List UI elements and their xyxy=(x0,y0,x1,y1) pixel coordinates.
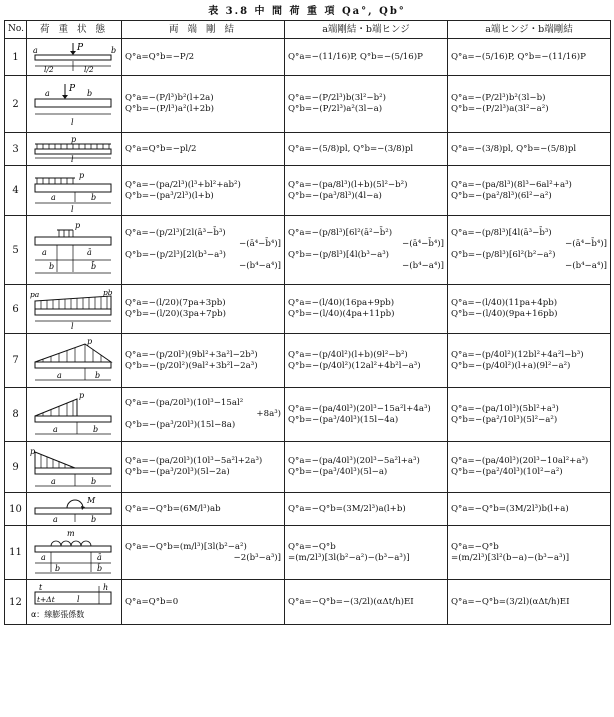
formula-line: Q°a=−Q°b=(6M/l³)ab xyxy=(125,503,221,514)
segment-b-label: b xyxy=(49,262,55,271)
concentrated-load-center-diagram xyxy=(29,41,118,73)
formula-line: Q°a=−(5/8)pl, Q°b=−(3/8)pl xyxy=(288,143,414,154)
formula-line: Q°b=−(p/8l³)[6l²(b²−a²) xyxy=(451,250,556,260)
row-number: 1 xyxy=(5,39,27,76)
table-title: 表 3.8 中 間 荷 重 項 Qa°, Qb° xyxy=(208,6,406,17)
load-diagram xyxy=(27,580,122,625)
formula-line: Q°b=−(pa³/20l³)(5l−2a) xyxy=(125,467,230,477)
triangular-peak-load-diagram xyxy=(29,336,118,385)
segment-a-label: a xyxy=(41,553,46,562)
span-label: l xyxy=(77,595,80,604)
formula-line: Q°b=−(pa²/8l³)(6l²−a²) xyxy=(451,190,552,201)
row-number: 7 xyxy=(5,334,27,388)
formula-cell xyxy=(448,334,611,388)
load-pb-label: pb xyxy=(103,288,113,297)
formula-line: Q°b=−(pa³/40l³)(5l−a) xyxy=(288,467,388,477)
formula-line: Q°a=Q°b=−P/2 xyxy=(125,51,195,62)
formula-line: Q°a=−Q°b=(3M/2l³)b(l+a) xyxy=(451,503,569,514)
formula-line: Q°b=−(l/40)(9pa+16pb) xyxy=(451,309,558,319)
row-number: 11 xyxy=(5,526,27,580)
load-label: P xyxy=(77,43,84,53)
formula-cell xyxy=(285,526,448,580)
formula-line: −(ā⁴−b̄⁴)] xyxy=(402,239,444,249)
formula-cell xyxy=(285,76,448,133)
segment-a-label: a xyxy=(53,515,58,523)
formula-line: −(ā⁴−b̄⁴)] xyxy=(239,239,281,249)
formula-cell xyxy=(122,442,285,493)
formula-line: Q°a=−(pa/40l³)(20l³−5a²l+a³) xyxy=(288,456,420,466)
formula-line: Q°b=−(P/2l³)a(3l²−a²) xyxy=(451,104,549,114)
segment-b-label: b xyxy=(91,477,97,486)
row-number: 10 xyxy=(5,493,27,526)
table-row xyxy=(5,133,611,166)
formula-line: Q°a=−(P/2l³)b²(3l−b) xyxy=(451,93,546,103)
formula-cell xyxy=(285,388,448,442)
load-term-table xyxy=(4,20,611,625)
segment-bbar-label: b̄ xyxy=(91,262,97,271)
formula-cell xyxy=(448,216,611,285)
header-load-state: 荷 重 状 態 xyxy=(27,21,122,39)
formula-line: Q°a=−Q°b xyxy=(451,541,499,552)
formula-line: Q°a=−(pa/8l³)(l+b)(5l²−b²) xyxy=(288,179,408,190)
formula-cell xyxy=(448,39,611,76)
distributed-moment-diagram xyxy=(29,528,118,577)
load-label: P xyxy=(69,84,76,94)
coefficient-note: α：線膨張係数 xyxy=(31,610,85,619)
load-diagram xyxy=(27,76,122,133)
moment-label: M xyxy=(87,496,96,505)
load-diagram xyxy=(27,39,122,76)
row-number: 4 xyxy=(5,166,27,216)
formula-line: Q°b=−(p/2l³)[2l(b³−a³) xyxy=(125,250,226,260)
formula-cell xyxy=(122,39,285,76)
triangular-decreasing-load-diagram xyxy=(29,444,118,490)
formula-line: Q°a=−(pa/20l³)(10l³−15al² xyxy=(125,398,244,408)
load-diagram xyxy=(27,334,122,388)
load-diagram xyxy=(27,442,122,493)
uniform-load-diagram xyxy=(29,135,118,163)
row-number: 8 xyxy=(5,388,27,442)
formula-line: Q°b=−(l/40)(4pa+11pb) xyxy=(288,309,395,319)
load-diagram xyxy=(27,526,122,580)
formula-cell xyxy=(448,76,611,133)
table-row xyxy=(5,76,611,133)
segment-a-label: a xyxy=(45,89,50,98)
formula-line: Q°a=−Q°b xyxy=(288,541,336,552)
formula-cell xyxy=(285,39,448,76)
formula-cell xyxy=(285,493,448,526)
formula-line: Q°b=−(p/8l³)[4l(b³−a³) xyxy=(288,250,389,260)
segment-a-label: a xyxy=(53,425,58,434)
formula-line: Q°a=−(l/40)(16pa+9pb) xyxy=(288,298,395,308)
formula-cell xyxy=(122,493,285,526)
formula-line: Q°b=−(pa³/20l³)(15l−8a) xyxy=(125,420,236,430)
formula-cell xyxy=(122,388,285,442)
concentrated-load-offset-diagram xyxy=(29,78,118,130)
segment-a-label: a xyxy=(51,477,56,486)
formula-cell xyxy=(448,442,611,493)
span-label: l/2 xyxy=(84,65,94,73)
table-row xyxy=(5,526,611,580)
formula-line: Q°b=−(pa²/40l³)(10l²−a²) xyxy=(451,467,563,477)
formula-line: Q°a=−(11/16)P, Q°b=−(5/16)P xyxy=(288,51,423,62)
end-a-label: a xyxy=(33,46,38,55)
span-label: l xyxy=(71,155,74,163)
end-b-label: b xyxy=(111,46,117,55)
formula-line: −(b⁴−a⁴)] xyxy=(402,261,444,271)
formula-line: Q°a=−Q°b=(3M/2l³)a(l+b) xyxy=(288,503,406,514)
formula-line: Q°a=−(5/16)P, Q°b=−(11/16)P xyxy=(451,51,586,62)
load-diagram xyxy=(27,133,122,166)
formula-cell xyxy=(122,334,285,388)
formula-line: Q°a=Q°b=0 xyxy=(125,596,179,607)
load-label: p xyxy=(79,391,85,400)
load-pa-label: pa xyxy=(30,290,40,299)
formula-line: Q°b=−(pa³/40l³)(15l−4a) xyxy=(288,414,399,425)
segment-b-label: b xyxy=(91,515,97,523)
load-label: p xyxy=(75,221,81,230)
formula-cell xyxy=(122,216,285,285)
formula-cell xyxy=(122,580,285,625)
formula-line: Q°b=−(pa³/8l³)(4l−a) xyxy=(288,190,382,201)
load-diagram xyxy=(27,493,122,526)
table-row xyxy=(5,442,611,493)
formula-cell xyxy=(285,334,448,388)
table-row xyxy=(5,39,611,76)
header-a-fixed-b-hinge: a端剛結・b端ヒンジ xyxy=(285,21,448,39)
formula-line: =(m/2l³)[3l(b²−a²)−(b³−a³)] xyxy=(288,552,410,563)
concentrated-moment-diagram xyxy=(29,495,118,523)
formula-line: Q°b=−(l/20)(3pa+7pb) xyxy=(125,309,226,319)
formula-cell xyxy=(122,285,285,334)
header-both-fixed: 両 端 剛 結 xyxy=(122,21,285,39)
formula-line: Q°b=−(pa³/2l³)(l+b) xyxy=(125,190,214,201)
partial-uniform-load-diagram xyxy=(29,168,118,213)
formula-cell xyxy=(122,76,285,133)
formula-line: Q°a=Q°b=−pl/2 xyxy=(125,143,197,154)
segment-a-label: a xyxy=(57,371,62,380)
table-row xyxy=(5,334,611,388)
row-number: 9 xyxy=(5,442,27,493)
formula-cell xyxy=(448,580,611,625)
formula-cell xyxy=(285,580,448,625)
segment-bbar-label: b̄ xyxy=(97,564,103,573)
formula-line: Q°a=−(pa/10l³)(5bl²+a³) xyxy=(451,403,559,414)
formula-line: Q°a=−(pa/2l³)(l³+bl²+ab²) xyxy=(125,179,241,190)
formula-line: Q°b=−(p/20l²)(9al²+3b²l−2a³) xyxy=(125,360,258,371)
formula-line: Q°a=−(p/8l³)[6l²(ā²−b̄²) xyxy=(288,228,393,238)
load-diagram xyxy=(27,285,122,334)
load-label: p xyxy=(79,171,85,180)
row-number: 5 xyxy=(5,216,27,285)
middle-uniform-load-diagram xyxy=(29,218,118,282)
depth-label: h xyxy=(103,583,109,592)
load-label: p xyxy=(71,135,77,144)
formula-line: Q°a=−(pa/40l³)(20l³−10al²+a³) xyxy=(451,456,589,466)
formula-line: Q°b=−(P/2l³)a²(3l−a) xyxy=(288,104,383,114)
header-row xyxy=(5,21,611,39)
formula-line: Q°a=−(p/20l²)(9bl²+3a²l−2b³) xyxy=(125,349,258,360)
table-row xyxy=(5,388,611,442)
formula-line: −(ā⁴−b̄⁴)] xyxy=(565,239,607,249)
row-number: 12 xyxy=(5,580,27,625)
temp-bottom-label: t+Δt xyxy=(37,595,55,604)
load-diagram xyxy=(27,388,122,442)
formula-line: Q°a=−(p/40l²)(12bl²+4a²l−b³) xyxy=(451,349,584,360)
formula-line: Q°a=−(p/8l³)[4l(ā³−b̄³) xyxy=(451,228,552,238)
table-row xyxy=(5,216,611,285)
load-label: p xyxy=(87,337,93,346)
segment-b-label: b xyxy=(55,564,61,573)
formula-cell xyxy=(122,526,285,580)
segment-b-label: b xyxy=(87,89,93,98)
formula-line: =(m/2l³)[3l²(b−a)−(b³−a³)] xyxy=(451,552,570,563)
formula-line: Q°a=−Q°b=−(3/2l)(αΔt/h)EI xyxy=(288,596,414,607)
segment-abar-label: ā xyxy=(97,553,102,562)
formula-line: +8a³) xyxy=(256,409,281,419)
segment-b-label: b xyxy=(91,193,97,202)
table-row xyxy=(5,166,611,216)
formula-cell xyxy=(448,493,611,526)
segment-a-label: a xyxy=(51,193,56,202)
formula-line: Q°b=−(p/40l²)(l+a)(9l²−a²) xyxy=(451,360,571,371)
temperature-difference-diagram xyxy=(29,582,118,622)
formula-line: Q°a=−(p/2l³)[2l(ā³−b̄³) xyxy=(125,228,226,238)
formula-line: Q°a=−Q°b=(3/2l)(αΔt/h)EI xyxy=(451,596,570,607)
formula-line: Q°b=−(p/40l²)(12al²+4b²l−a³) xyxy=(288,360,421,371)
temp-top-label: t xyxy=(39,583,43,592)
row-number: 3 xyxy=(5,133,27,166)
formula-line: Q°a=−(pa/40l³)(20l³−15a²l+4a³) xyxy=(288,403,431,414)
formula-cell xyxy=(448,166,611,216)
span-label: l xyxy=(71,118,74,127)
formula-line: Q°a=−(p/40l²)(l+b)(9l²−b²) xyxy=(288,349,408,360)
trapezoidal-load-diagram xyxy=(29,287,118,331)
moment-label: m xyxy=(67,529,75,538)
formula-cell xyxy=(448,285,611,334)
segment-a-label: a xyxy=(42,248,47,257)
formula-line: −2(b³−a³)] xyxy=(233,552,281,563)
formula-cell xyxy=(448,133,611,166)
formula-line: Q°a=−(pa/8l³)(8l³−6al²+a³) xyxy=(451,179,572,190)
formula-line: Q°a=−(l/40)(11pa+4pb) xyxy=(451,298,558,308)
header-a-hinge-b-fixed: a端ヒンジ・b端剛結 xyxy=(448,21,611,39)
row-number: 6 xyxy=(5,285,27,334)
formula-cell xyxy=(448,526,611,580)
table-row xyxy=(5,285,611,334)
formula-line: Q°a=−Q°b=(m/l³)[3l(b²−a²) xyxy=(125,541,247,552)
formula-line: −(b⁴−a⁴)] xyxy=(565,261,607,271)
formula-line: Q°a=−(P/l³)b²(l+2a) xyxy=(125,93,214,103)
load-label: p xyxy=(30,447,36,456)
table-row xyxy=(5,580,611,625)
table-row xyxy=(5,493,611,526)
span-label: l xyxy=(71,205,74,213)
formula-line: Q°a=−(l/20)(7pa+3pb) xyxy=(125,298,226,308)
formula-line: Q°b=−(P/l³)a²(l+2b) xyxy=(125,104,215,114)
formula-cell xyxy=(285,133,448,166)
load-diagram xyxy=(27,166,122,216)
span-label: l/2 xyxy=(44,65,54,73)
segment-b-label: b xyxy=(93,425,99,434)
load-diagram xyxy=(27,216,122,285)
segment-abar-label: ā xyxy=(87,248,92,257)
formula-cell xyxy=(285,442,448,493)
formula-line: Q°a=−(pa/20l³)(10l³−5a²l+2a³) xyxy=(125,456,263,466)
header-no: No. xyxy=(5,21,27,39)
formula-line: Q°a=−(P/2l³)b(3l²−b²) xyxy=(288,93,386,103)
formula-line: Q°b=−(pa²/10l³)(5l²−a²) xyxy=(451,414,558,425)
span-label: l xyxy=(71,322,74,331)
formula-cell xyxy=(285,216,448,285)
row-number: 2 xyxy=(5,76,27,133)
formula-cell xyxy=(285,285,448,334)
formula-cell xyxy=(448,388,611,442)
formula-cell xyxy=(122,133,285,166)
formula-line: −(b⁴−a⁴)] xyxy=(239,261,281,271)
formula-cell xyxy=(122,166,285,216)
formula-line: Q°a=−(3/8)pl, Q°b=−(5/8)pl xyxy=(451,143,577,154)
segment-b-label: b xyxy=(95,371,101,380)
triangular-increasing-load-diagram xyxy=(29,390,118,439)
formula-cell xyxy=(285,166,448,216)
